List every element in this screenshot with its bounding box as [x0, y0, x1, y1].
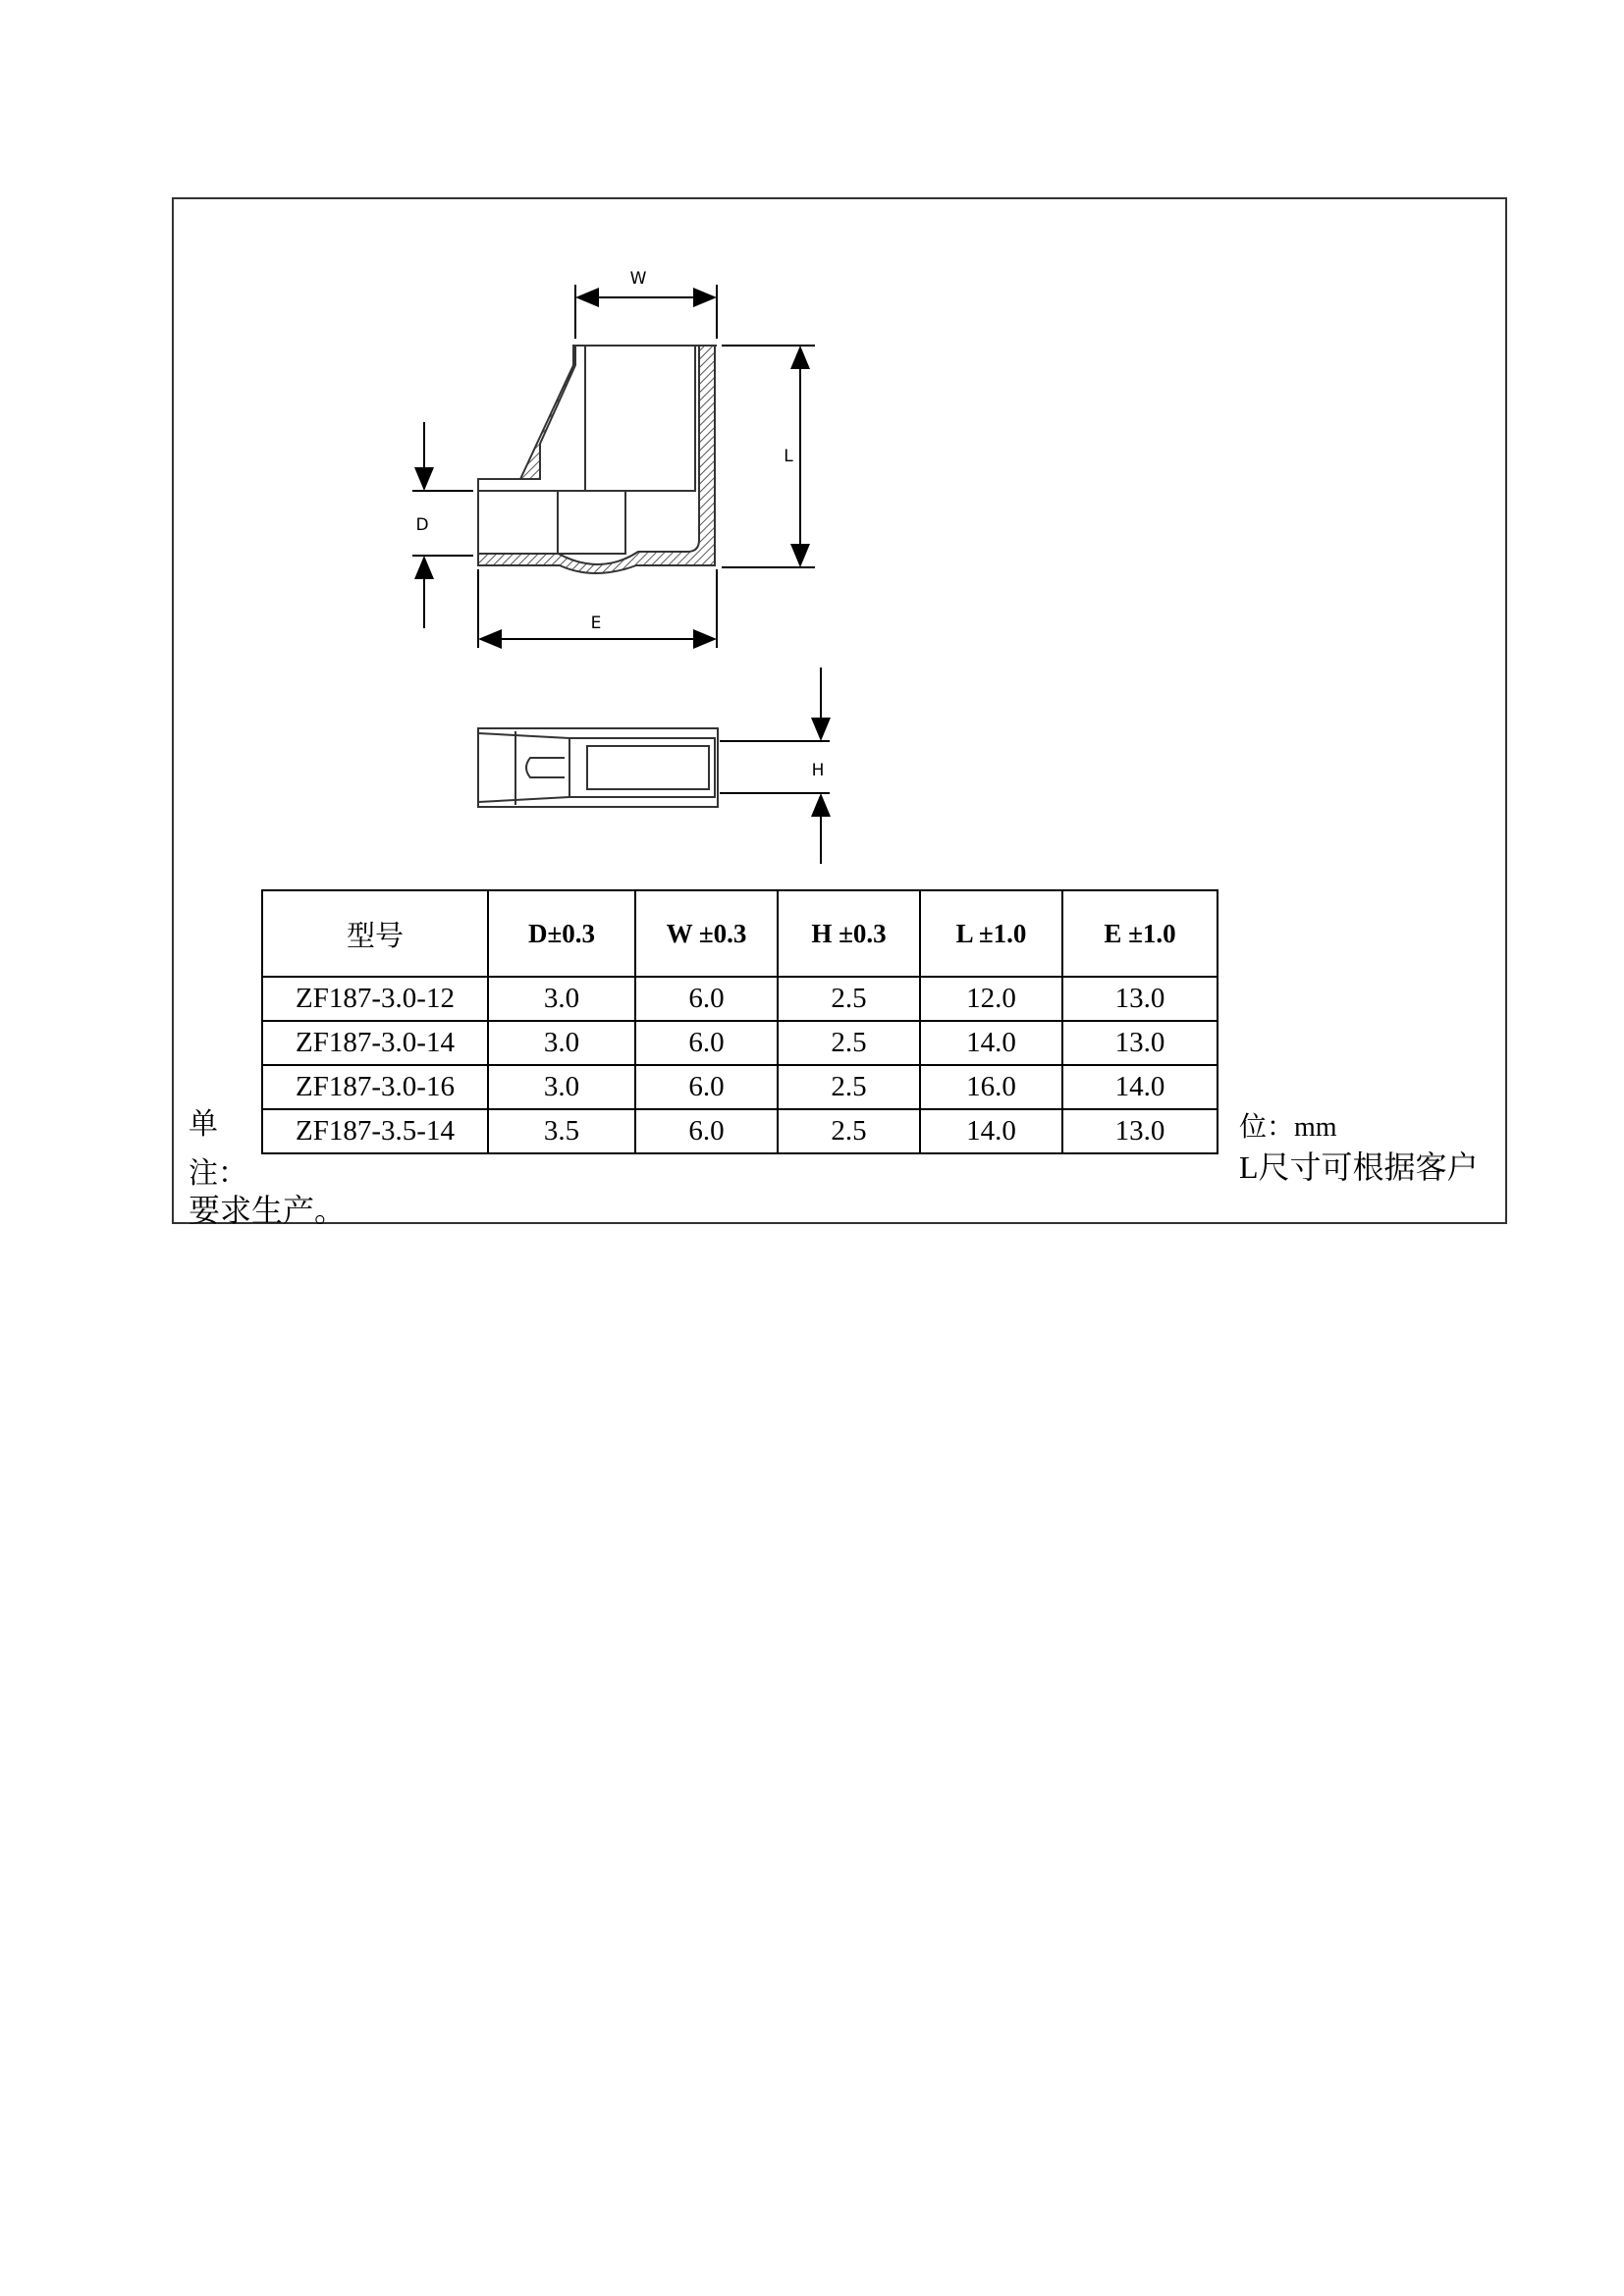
barrel — [478, 491, 625, 554]
cell-model: ZF187-3.0-16 — [262, 1065, 488, 1109]
cell-model: ZF187-3.5-14 — [262, 1109, 488, 1153]
cell-h: 2.5 — [778, 1065, 920, 1109]
cell-w: 6.0 — [635, 1021, 778, 1065]
table-header-row — [262, 890, 1218, 977]
table-row — [262, 1109, 1218, 1153]
cell-w: 6.0 — [635, 977, 778, 1021]
table-row — [262, 1021, 1218, 1065]
header-e: E ±1.0 — [1062, 890, 1218, 977]
e-label: E — [590, 614, 602, 633]
cell-w: 6.0 — [635, 1109, 778, 1153]
cell-d: 3.0 — [488, 1021, 635, 1065]
cell-h: 2.5 — [778, 977, 920, 1021]
header-h: H ±0.3 — [778, 890, 920, 977]
cell-h: 2.5 — [778, 1109, 920, 1153]
note-text: L尺寸可根据客户 — [1239, 1149, 1479, 1185]
h-label: H — [811, 761, 825, 780]
w-label: W — [629, 269, 647, 289]
table-row — [262, 977, 1218, 1021]
technical-drawing — [0, 0, 1624, 883]
cell-e: 13.0 — [1062, 977, 1218, 1021]
header-l: L ±1.0 — [920, 890, 1062, 977]
cell-l: 14.0 — [920, 1021, 1062, 1065]
cell-model: ZF187-3.0-14 — [262, 1021, 488, 1065]
cell-e: 13.0 — [1062, 1021, 1218, 1065]
unit-label-left: 单 — [189, 1108, 218, 1141]
spec-table — [261, 889, 1218, 1154]
unit-label-right: 位：mm — [1239, 1112, 1337, 1143]
cell-h: 2.5 — [778, 1021, 920, 1065]
cell-l: 16.0 — [920, 1065, 1062, 1109]
table-row — [262, 1065, 1218, 1109]
inner-tube — [585, 346, 695, 491]
header-model: 型号 — [262, 890, 488, 977]
cell-w: 6.0 — [635, 1065, 778, 1109]
l-label: L — [784, 447, 793, 466]
l-dimension — [722, 346, 815, 567]
header-d: D±0.3 — [488, 890, 635, 977]
cell-e: 13.0 — [1062, 1109, 1218, 1153]
cell-d: 3.0 — [488, 977, 635, 1021]
cell-l: 12.0 — [920, 977, 1062, 1021]
d-label: D — [415, 515, 429, 535]
note-text-continued: 要求生产。 — [189, 1193, 347, 1228]
cell-d: 3.5 — [488, 1109, 635, 1153]
cell-d: 3.0 — [488, 1065, 635, 1109]
cell-l: 14.0 — [920, 1109, 1062, 1153]
w-dimension — [575, 285, 717, 339]
side-view — [478, 728, 718, 807]
cell-e: 14.0 — [1062, 1065, 1218, 1109]
e-dimension — [478, 569, 717, 648]
note-label: 注： — [189, 1157, 247, 1190]
cell-model: ZF187-3.0-12 — [262, 977, 488, 1021]
front-view — [478, 346, 717, 573]
header-w: W ±0.3 — [635, 890, 778, 977]
